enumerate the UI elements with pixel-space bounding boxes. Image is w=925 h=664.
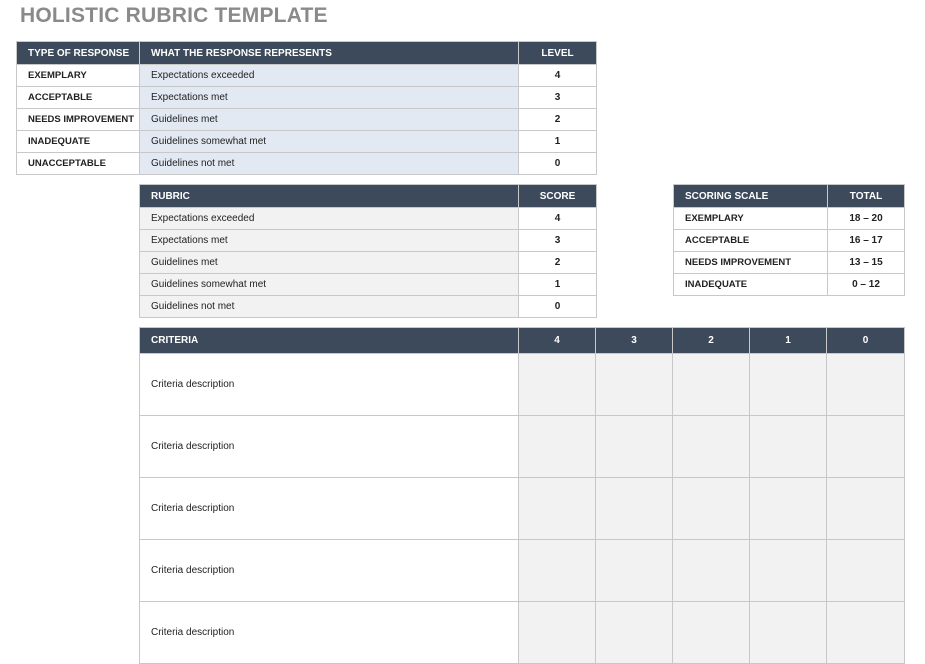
table-row [17, 131, 597, 153]
score-3-cell[interactable] [596, 416, 673, 478]
score-cell[interactable]: 4 [519, 208, 597, 230]
header-score-2: 2 [673, 328, 750, 354]
score-1-cell[interactable] [750, 478, 827, 540]
scale-label-cell[interactable]: EXEMPLARY [674, 208, 828, 230]
score-2-cell[interactable] [673, 416, 750, 478]
score-3-cell[interactable] [596, 602, 673, 664]
level-cell[interactable]: 2 [519, 109, 597, 131]
table-row [140, 230, 597, 252]
response-represents-cell[interactable]: Guidelines somewhat met [140, 131, 519, 153]
criteria-description-cell[interactable]: Criteria description [140, 416, 519, 478]
table-row [674, 230, 905, 252]
criteria-description-cell[interactable]: Criteria description [140, 354, 519, 416]
score-1-cell[interactable] [750, 602, 827, 664]
score-cell[interactable]: 1 [519, 274, 597, 296]
table-row [674, 274, 905, 296]
header-type-of-response: TYPE OF RESPONSE [17, 42, 140, 65]
response-type-cell[interactable]: INADEQUATE [17, 131, 140, 153]
table-row [140, 252, 597, 274]
page-title: HOLISTIC RUBRIC TEMPLATE [20, 4, 328, 27]
table-header-row [140, 328, 905, 354]
table-header-row [140, 185, 597, 208]
response-type-cell[interactable]: UNACCEPTABLE [17, 153, 140, 175]
rubric-label-cell[interactable]: Expectations met [140, 230, 519, 252]
scoring-scale-table [673, 184, 905, 296]
score-0-cell[interactable] [827, 540, 905, 602]
score-0-cell[interactable] [827, 602, 905, 664]
criteria-description-cell[interactable]: Criteria description [140, 478, 519, 540]
response-represents-cell[interactable]: Expectations met [140, 87, 519, 109]
table-row [140, 416, 905, 478]
level-cell[interactable]: 3 [519, 87, 597, 109]
header-score-3: 3 [596, 328, 673, 354]
level-cell[interactable]: 0 [519, 153, 597, 175]
rubric-label-cell[interactable]: Expectations exceeded [140, 208, 519, 230]
table-row [17, 87, 597, 109]
header-criteria: CRITERIA [140, 328, 519, 354]
header-score-0: 0 [827, 328, 905, 354]
score-1-cell[interactable] [750, 354, 827, 416]
response-levels-table [16, 41, 597, 175]
score-2-cell[interactable] [673, 478, 750, 540]
header-what-response-represents: WHAT THE RESPONSE REPRESENTS [140, 42, 519, 65]
score-4-cell[interactable] [519, 602, 596, 664]
score-0-cell[interactable] [827, 416, 905, 478]
level-cell[interactable]: 1 [519, 131, 597, 153]
table-row [140, 602, 905, 664]
table-row [140, 478, 905, 540]
scale-label-cell[interactable]: NEEDS IMPROVEMENT [674, 252, 828, 274]
table-row [140, 540, 905, 602]
scale-total-cell[interactable]: 16 – 17 [828, 230, 905, 252]
score-1-cell[interactable] [750, 540, 827, 602]
response-type-cell[interactable]: NEEDS IMPROVEMENT [17, 109, 140, 131]
table-header-row [17, 42, 597, 65]
header-score-4: 4 [519, 328, 596, 354]
score-2-cell[interactable] [673, 354, 750, 416]
criteria-description-cell[interactable]: Criteria description [140, 602, 519, 664]
header-rubric: RUBRIC [140, 185, 519, 208]
score-2-cell[interactable] [673, 602, 750, 664]
table-header-row [674, 185, 905, 208]
scale-total-cell[interactable]: 0 – 12 [828, 274, 905, 296]
scale-total-cell[interactable]: 13 – 15 [828, 252, 905, 274]
header-scoring-scale: SCORING SCALE [674, 185, 828, 208]
table-row [17, 109, 597, 131]
table-row [674, 208, 905, 230]
response-represents-cell[interactable]: Guidelines not met [140, 153, 519, 175]
scale-label-cell[interactable]: INADEQUATE [674, 274, 828, 296]
table-row [140, 296, 597, 318]
response-type-cell[interactable]: EXEMPLARY [17, 65, 140, 87]
score-4-cell[interactable] [519, 416, 596, 478]
score-2-cell[interactable] [673, 540, 750, 602]
rubric-label-cell[interactable]: Guidelines met [140, 252, 519, 274]
score-3-cell[interactable] [596, 540, 673, 602]
scale-label-cell[interactable]: ACCEPTABLE [674, 230, 828, 252]
table-row [674, 252, 905, 274]
scale-total-cell[interactable]: 18 – 20 [828, 208, 905, 230]
response-represents-cell[interactable]: Expectations exceeded [140, 65, 519, 87]
table-row [17, 65, 597, 87]
table-row [140, 274, 597, 296]
score-4-cell[interactable] [519, 354, 596, 416]
score-3-cell[interactable] [596, 478, 673, 540]
score-4-cell[interactable] [519, 540, 596, 602]
header-score: SCORE [519, 185, 597, 208]
header-total: TOTAL [828, 185, 905, 208]
criteria-table [139, 327, 905, 664]
header-level: LEVEL [519, 42, 597, 65]
table-row [17, 153, 597, 175]
rubric-label-cell[interactable]: Guidelines not met [140, 296, 519, 318]
score-cell[interactable]: 3 [519, 230, 597, 252]
score-cell[interactable]: 0 [519, 296, 597, 318]
score-1-cell[interactable] [750, 416, 827, 478]
header-score-1: 1 [750, 328, 827, 354]
table-row [140, 208, 597, 230]
criteria-description-cell[interactable]: Criteria description [140, 540, 519, 602]
score-4-cell[interactable] [519, 478, 596, 540]
score-3-cell[interactable] [596, 354, 673, 416]
score-0-cell[interactable] [827, 478, 905, 540]
score-0-cell[interactable] [827, 354, 905, 416]
response-represents-cell[interactable]: Guidelines met [140, 109, 519, 131]
score-cell[interactable]: 2 [519, 252, 597, 274]
level-cell[interactable]: 4 [519, 65, 597, 87]
response-type-cell[interactable]: ACCEPTABLE [17, 87, 140, 109]
rubric-table [139, 184, 597, 318]
rubric-label-cell[interactable]: Guidelines somewhat met [140, 274, 519, 296]
table-row [140, 354, 905, 416]
